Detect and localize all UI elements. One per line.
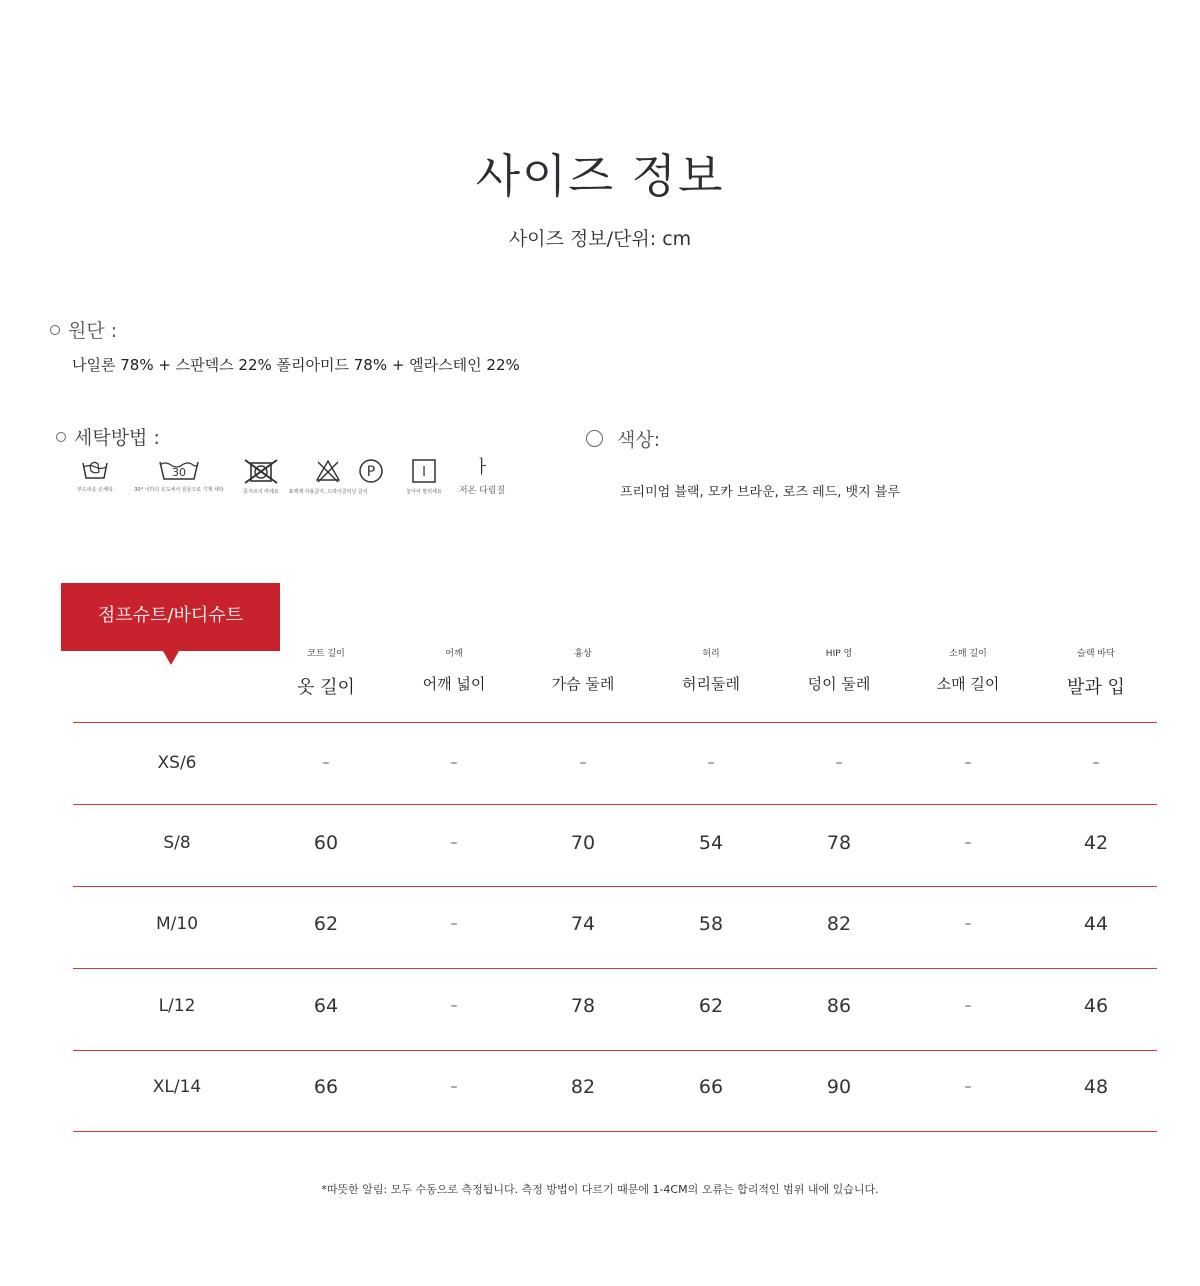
size-label: XS/6 (157, 753, 197, 773)
column-header-sub: 슬랙 바닥 (1077, 649, 1115, 659)
no-bleach-icon (288, 458, 368, 495)
table-cell: – (964, 1079, 972, 1095)
column-header-sub: 허리 (702, 649, 720, 659)
column-header-sub: HIP 엉 (825, 649, 853, 659)
row-divider (73, 968, 1157, 969)
fabric-composition: 나일론 78% + 스판덱스 22% 폴리아미드 78% + 엘라스테인 22% (72, 356, 520, 374)
table-cell: – (964, 916, 972, 932)
table-cell: – (450, 998, 458, 1014)
table-cell: – (964, 998, 972, 1014)
table-cell: 48 (1083, 1076, 1109, 1098)
table-cell: 64 (313, 995, 339, 1017)
table-cell: – (835, 755, 843, 771)
hang-dry-icon (402, 458, 446, 495)
row-divider (73, 1050, 1157, 1051)
wash-temp-text: 30 (172, 466, 186, 479)
fabric-heading (50, 316, 117, 343)
table-cell: 74 (570, 913, 596, 935)
column-header-sub: 소매 길이 (949, 649, 987, 659)
hand-wash-icon (72, 458, 118, 493)
table-cell: 62 (313, 913, 339, 935)
table-cell: – (450, 755, 458, 771)
table-cell: 66 (313, 1076, 339, 1098)
color-heading (586, 425, 660, 452)
column-header-sub: 어깨 (445, 649, 463, 659)
table-cell: 42 (1083, 832, 1109, 854)
column-header: 옷 길이 (297, 677, 355, 698)
page-title: 사이즈 정보 (475, 149, 725, 203)
table-cell: 78 (570, 995, 596, 1017)
table-cell: – (1092, 755, 1100, 771)
table-cell: – (450, 916, 458, 932)
table-cell: – (964, 835, 972, 851)
column-header: 소매 길이 (936, 675, 1000, 693)
table-cell: – (579, 755, 587, 771)
low-iron-symbol: ㅏ (473, 457, 491, 478)
table-cell: 90 (826, 1076, 852, 1098)
table-cell: 46 (1083, 995, 1109, 1017)
hang-dry-symbol: I (422, 465, 426, 480)
column-header-sub: 흉상 (574, 649, 592, 659)
column-header: 덩이 둘레 (807, 675, 871, 693)
no-tumble-dry-caption: 문지르지 마세요 (243, 489, 279, 495)
no-bleach-caption: 표백제 사용금지, 드라이클리닝 금지 (288, 489, 368, 495)
measurement-note: *따뜻한 알림: 모두 수동으로 측정됩니다. 측정 방법이 다르기 때문에 1-4CM의 오류는 합리적인 범위 내에 있습니다. (321, 1183, 879, 1196)
table-cell: 60 (313, 832, 339, 854)
tab-pointer (163, 651, 179, 665)
column-header: 가슴 둘레 (551, 675, 615, 693)
table-cell: 66 (698, 1076, 724, 1098)
row-divider (73, 1131, 1157, 1132)
table-cell: 58 (698, 913, 724, 935)
table-cell: 54 (698, 832, 724, 854)
size-label: L/12 (158, 996, 196, 1016)
page-subtitle: 사이즈 정보/단위: cm (508, 228, 692, 250)
table-cell: 82 (570, 1076, 596, 1098)
washing-label: 세탁방법 : (74, 427, 160, 449)
bullet-icon (56, 432, 66, 442)
row-divider (73, 722, 1157, 723)
color-label: 색상: (617, 429, 661, 451)
size-label: S/8 (163, 833, 191, 853)
bullet-icon (50, 325, 60, 335)
table-cell: 70 (570, 832, 596, 854)
fabric-label: 원단 : (68, 320, 118, 342)
low-iron-caption: 저온 다림질 (458, 486, 506, 496)
table-cell: 44 (1083, 913, 1109, 935)
machine-wash-30-icon (134, 458, 224, 493)
table-cell: 86 (826, 995, 852, 1017)
low-iron-icon (460, 458, 504, 496)
table-cell: – (707, 755, 715, 771)
table-cell: – (964, 755, 972, 771)
table-cell: 78 (826, 832, 852, 854)
color-options: 프리미엄 블랙, 모카 브라운, 로즈 레드, 뱃지 블루 (620, 485, 900, 500)
size-label: M/10 (155, 914, 199, 934)
column-header: 어깨 넓이 (422, 675, 486, 693)
dry-clean-symbol: P (366, 464, 376, 480)
bullet-icon (586, 430, 603, 447)
machine-wash-caption: 30° 이하의 온도에서 전문으로 기계 세탁 (134, 487, 224, 493)
hand-wash-caption: 부드러운 손세탁 (77, 487, 113, 493)
row-divider (73, 886, 1157, 887)
table-cell: 62 (698, 995, 724, 1017)
hang-dry-caption: 놓아서 말리세요 (406, 489, 442, 495)
column-header-sub: 코트 길이 (307, 649, 345, 659)
row-divider (73, 804, 1157, 805)
table-cell: – (450, 835, 458, 851)
washing-icons (72, 458, 512, 504)
table-cell: – (450, 1079, 458, 1095)
size-label: XL/14 (152, 1077, 202, 1097)
no-tumble-dry-icon (238, 458, 284, 495)
washing-heading (56, 423, 160, 450)
column-header: 발과 입 (1067, 677, 1125, 698)
category-tab: 점프슈트/바디슈트 (61, 583, 280, 651)
table-cell: – (322, 755, 330, 771)
dry-clean-p-icon (356, 458, 386, 484)
table-cell: 82 (826, 913, 852, 935)
column-header: 허리둘레 (682, 675, 740, 693)
